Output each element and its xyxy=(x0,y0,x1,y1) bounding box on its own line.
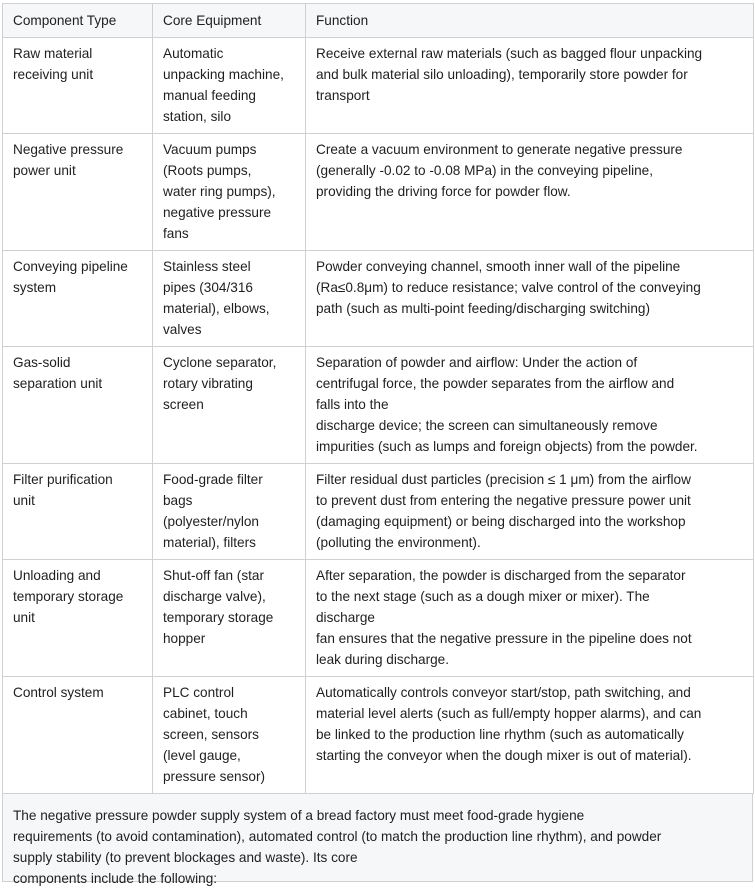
table-row xyxy=(3,464,754,560)
cell-text-line: impurities (such as lumps and foreign objects) from the powder. xyxy=(316,439,698,454)
cell-text-line: power unit xyxy=(13,163,76,178)
core-equipment-cell xyxy=(153,251,306,347)
cell-text-line: starting the conveyor when the dough mixer is out of material). xyxy=(316,748,692,763)
cell-text-line: to the next stage (such as a dough mixer or mixer). The xyxy=(316,589,650,604)
cell-text-line: (Ra≤0.8μm) to reduce resistance; valve control of the conveying xyxy=(316,280,701,295)
table-row xyxy=(3,251,754,347)
cell-text-line: temporary storage xyxy=(13,589,124,604)
cell-text-line: screen, sensors xyxy=(163,727,259,742)
function-cell xyxy=(306,347,754,464)
cell-text-line: Automatically controls conveyor start/stop, path switching, and xyxy=(316,685,691,700)
component-type-cell xyxy=(3,251,153,347)
header-component-type: Component Type xyxy=(3,4,153,38)
cell-text-line: pressure sensor) xyxy=(163,769,265,784)
component-type-cell xyxy=(3,677,153,794)
cell-text-line: Gas-solid xyxy=(13,355,71,370)
cell-text-line: to prevent dust from entering the negative pressure power unit xyxy=(316,493,691,508)
cell-text-line: Powder conveying channel, smooth inner wall of the pipeline xyxy=(316,259,681,274)
table-row xyxy=(3,677,754,794)
function-cell xyxy=(306,560,754,677)
cell-text-line: manual feeding xyxy=(163,88,256,103)
cell-text-line: valves xyxy=(163,322,202,337)
core-equipment-cell xyxy=(153,464,306,560)
cell-text-line: material), filters xyxy=(163,535,256,550)
cell-text-line: discharge device; the screen can simultaneously remove xyxy=(316,418,658,433)
core-equipment-cell xyxy=(153,677,306,794)
cell-text-line: Receive external raw materials (such as bagged flour unpacking xyxy=(316,46,703,61)
cell-text-line: providing the driving force for powder flow. xyxy=(316,184,571,199)
table-row xyxy=(3,38,754,134)
cell-text-line: After separation, the powder is discharged from the separator xyxy=(316,568,686,583)
function-cell xyxy=(306,251,754,347)
table-header-row xyxy=(3,4,754,38)
cell-text-line: Shut-off fan (star xyxy=(163,568,264,583)
function-cell xyxy=(306,134,754,251)
cell-text-line: Raw material xyxy=(13,46,93,61)
note-text-line: requirements (to avoid contamination), automated control (to match the production line rhythm), and powder xyxy=(13,829,662,844)
cell-text-line: pipes (304/316 xyxy=(163,280,253,295)
cell-text-line: Cyclone separator, xyxy=(163,355,277,370)
cell-text-line: material level alerts (such as full/empty hopper alarms), and can xyxy=(316,706,702,721)
header-function: Function xyxy=(306,4,754,38)
cell-text-line: fan ensures that the negative pressure in the pipeline does not xyxy=(316,631,692,646)
cell-text-line: (Roots pumps, xyxy=(163,163,252,178)
cell-text-line: cabinet, touch xyxy=(163,706,248,721)
note-text-line: supply stability (to prevent blockages and waste). Its core xyxy=(13,850,358,865)
cell-text-line: and bulk material silo unloading), temporarily store powder for xyxy=(316,67,688,82)
cell-text-line: transport xyxy=(316,88,370,103)
component-type-cell xyxy=(3,134,153,251)
header-core-equipment: Core Equipment xyxy=(153,4,306,38)
component-type-cell xyxy=(3,347,153,464)
document xyxy=(2,3,753,886)
cell-text-line: Food-grade filter xyxy=(163,472,263,487)
cell-text-line: negative pressure xyxy=(163,205,272,220)
cell-text-line: water ring pumps), xyxy=(163,184,276,199)
cell-text-line: Create a vacuum environment to generate negative pressure xyxy=(316,142,683,157)
cell-text-line: rotary vibrating xyxy=(163,376,253,391)
note-text-line: The negative pressure powder supply system of a bread factory must meet food-grade hygiene xyxy=(13,808,585,823)
cell-text-line: falls into the xyxy=(316,397,389,412)
cell-text-line: Filter residual dust particles (precision ≤ 1 μm) from the airflow xyxy=(316,472,691,487)
cell-text-line: material), elbows, xyxy=(163,301,270,316)
core-equipment-cell xyxy=(153,347,306,464)
table-row xyxy=(3,560,754,677)
cell-text-line: system xyxy=(13,280,57,295)
cell-text-line: Separation of powder and airflow: Under the action of xyxy=(316,355,638,370)
note-text-line: components include the following: xyxy=(13,871,218,886)
table-row xyxy=(3,134,754,251)
cell-text-line: Stainless steel xyxy=(163,259,251,274)
cell-text-line: hopper xyxy=(163,631,206,646)
cell-text-line: Unloading and xyxy=(13,568,101,583)
cell-text-line: unit xyxy=(13,493,35,508)
cell-text-line: Control system xyxy=(13,685,104,700)
cell-text-line: discharge xyxy=(316,610,375,625)
core-equipment-cell xyxy=(153,560,306,677)
cell-text-line: bags xyxy=(163,493,193,508)
components-table xyxy=(2,3,754,794)
function-cell xyxy=(306,677,754,794)
cell-text-line: Negative pressure xyxy=(13,142,124,157)
function-cell xyxy=(306,38,754,134)
cell-text-line: centrifugal force, the powder separates from the airflow and xyxy=(316,376,675,391)
function-cell xyxy=(306,464,754,560)
cell-text-line: Vacuum pumps xyxy=(163,142,257,157)
component-type-cell xyxy=(3,560,153,677)
cell-text-line: (generally -0.02 to -0.08 MPa) in the conveying pipeline, xyxy=(316,163,654,178)
cell-text-line: station, silo xyxy=(163,109,232,124)
core-equipment-cell xyxy=(153,134,306,251)
cell-text-line: Filter purification xyxy=(13,472,113,487)
cell-text-line: leak during discharge. xyxy=(316,652,449,667)
table-row xyxy=(3,347,754,464)
cell-text-line: Conveying pipeline xyxy=(13,259,128,274)
cell-text-line: temporary storage xyxy=(163,610,274,625)
cell-text-line: receiving unit xyxy=(13,67,94,82)
cell-text-line: (polluting the environment). xyxy=(316,535,481,550)
component-type-cell xyxy=(3,38,153,134)
core-equipment-cell xyxy=(153,38,306,134)
cell-text-line: (damaging equipment) or being discharged into the workshop xyxy=(316,514,686,529)
cell-text-line: path (such as multi-point feeding/discharging switching) xyxy=(316,301,650,316)
cell-text-line: screen xyxy=(163,397,204,412)
cell-text-line: be linked to the production line rhythm (such as automatically xyxy=(316,727,684,742)
cell-text-line: separation unit xyxy=(13,376,103,391)
cell-text-line: Automatic xyxy=(163,46,224,61)
cell-text-line: PLC control xyxy=(163,685,235,700)
cell-text-line: unpacking machine, xyxy=(163,67,284,82)
cell-text-line: discharge valve), xyxy=(163,589,266,604)
summary-note xyxy=(2,794,753,886)
cell-text-line: fans xyxy=(163,226,189,241)
cell-text-line: (level gauge, xyxy=(163,748,241,763)
component-type-cell xyxy=(3,464,153,560)
cell-text-line: unit xyxy=(13,610,35,625)
cell-text-line: (polyester/nylon xyxy=(163,514,259,529)
